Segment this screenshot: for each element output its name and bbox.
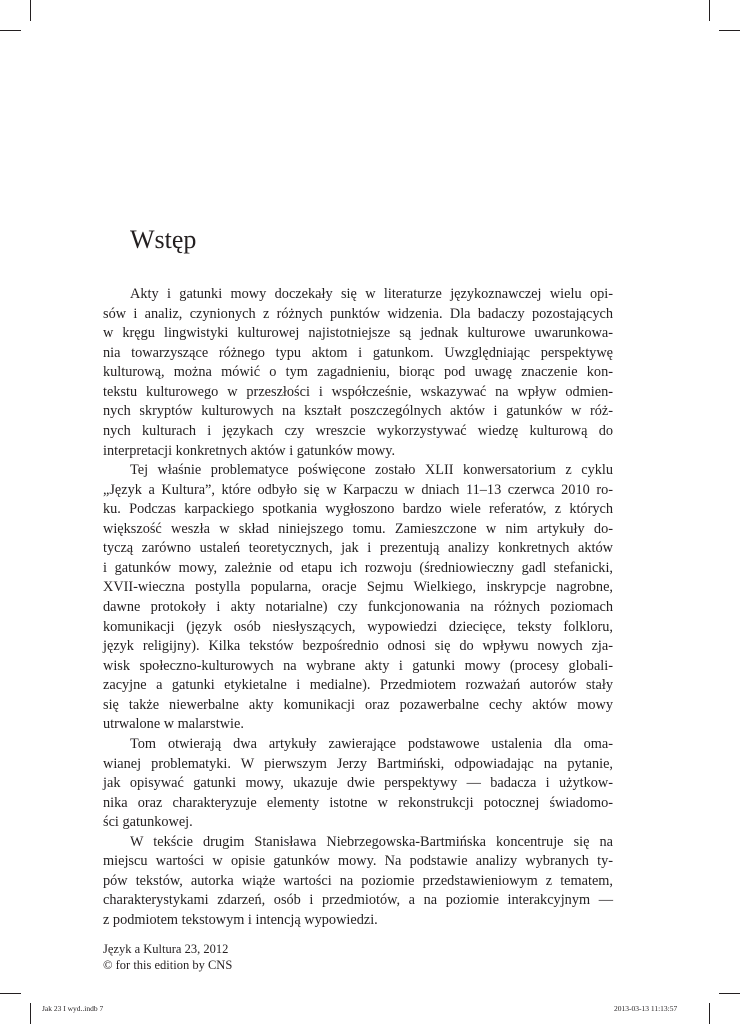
text-line: większość weszła w skład niniejszego tomu. Zamieszczone w nim artykuły do- xyxy=(103,520,613,537)
text-line: zacyjne a gatunki etykietalne i medialne). Przedmiotem rozważań autorów stały xyxy=(103,677,613,694)
crop-mark-bottom-right xyxy=(709,1003,710,1024)
text-line: tekstu kulturowego w przeszłości i współcześnie, wskazywać na wpływ odmien- xyxy=(103,383,613,400)
print-slug-file: Jak 23 I wyd..indb 7 xyxy=(42,1004,104,1013)
crop-mark-bottom-left-h xyxy=(0,993,21,994)
text-line: tyczą zarówno ustaleń teoretycznych, jak i prezentują analizy konkretnych aktów xyxy=(103,540,613,557)
text-line: z podmiotem tekstowym i intencją wypowiedzi. xyxy=(103,912,378,928)
text-line: dawne protokoły i akty notarialne) czy funkcjonowania na różnych poziomach xyxy=(103,599,613,615)
crop-mark-top-right-h xyxy=(719,30,740,31)
text-line: się także niewerbalne akty komunikacji oraz pozawerbalne cechy aktów mowy xyxy=(103,696,613,713)
text-line: wisk społeczno-kulturowych na wybrane akty i gatunki mowy (procesy globali- xyxy=(103,657,613,674)
text-line: nia towarzyszące różnego typu aktom i gatunkom. Uwzględniając perspektywę xyxy=(103,344,613,361)
text-line: W tekście drugim Stanisława Niebrzegowska-Bartmińska koncentruje się na xyxy=(130,833,613,850)
copyright-footer xyxy=(103,941,232,973)
crop-mark-bottom-right-h xyxy=(719,993,740,994)
text-line: kulturową, można mówić o tym zagadnieniu, biorąc pod uwagę znaczenie kon- xyxy=(103,364,613,381)
page-heading: Wstęp xyxy=(130,225,197,254)
crop-mark-top-right xyxy=(709,0,710,21)
text-line: Tom otwierają dwa artykuły zawierające podstawowe ustalenia dla oma- xyxy=(130,735,613,752)
text-line: nika oraz charakteryzuje elementy istotne w rekonstrukcji potocznej świadomo- xyxy=(103,794,613,811)
text-line: ści gatunkowej. xyxy=(103,814,193,831)
journal-citation: Język a Kultura 23, 2012 xyxy=(103,942,229,956)
text-line: nych skryptów kulturowych na kształt poszczególnych aktów i gatunków w róż- xyxy=(103,403,613,420)
text-line: utrwalone w malarstwie. xyxy=(103,716,244,733)
text-line: interpretacji konkretnych aktów i gatunków mowy. xyxy=(103,442,396,459)
body-text xyxy=(103,285,613,931)
text-line: w kręgu lingwistyki kulturowej najistotniejsze są jednak kulturowe uwarunkowa- xyxy=(103,325,613,342)
text-line: charakterystykami zdarzeń, osób i przedmiotów, a na poziomie interakcyjnym — xyxy=(103,892,613,909)
crop-mark-top-left-h xyxy=(0,30,21,31)
text-line: Tej właśnie problematyce poświęcone zostało XLII konwersatorium z cyklu xyxy=(130,462,613,479)
crop-mark-bottom-left xyxy=(30,1003,31,1024)
text-line: nych kulturach i językach czy wreszcie wykorzystywać wiedzę kulturową do xyxy=(103,422,613,439)
text-line: ku. Podczas karpackiego spotkania wygłoszono bardzo wiele referatów, z których xyxy=(103,501,613,518)
text-line: XVII-wieczna postylla popularna, oracje Sejmu Wielkiego, inskrypcje nagrobne, xyxy=(103,579,613,596)
text-line: „Język a Kultura”, które odbyło się w Karpaczu w dniach 11–13 czerwca 2010 ro- xyxy=(103,481,613,498)
print-slug-timestamp: 2013-03-13 11:13:57 xyxy=(614,1004,678,1013)
text-line: język religijny). Kilka tekstów bezpośrednio odnosi się do wpływu nowych zja- xyxy=(103,638,613,655)
text-line: i gatunków mowy, zależnie od etapu ich rozwoju (średniowieczny gadl stefanicki, xyxy=(103,559,613,576)
text-line: komunikacji (język osób niesłyszących, wypowiedzi dziecięce, teksty folkloru, xyxy=(103,618,613,635)
text-line: jak opisywać gatunki mowy, ukazuje dwie perspektywy — badacza i użytkow- xyxy=(103,775,613,792)
text-line: Akty i gatunki mowy doczekały się w literaturze językoznawczej wielu opi- xyxy=(130,286,613,302)
text-line: pów tekstów, autorka wiąże wartości na poziomie przedstawieniowym z tematem, xyxy=(103,872,613,889)
crop-mark-top-left xyxy=(30,0,31,21)
copyright-notice: © for this edition by CNS xyxy=(103,958,233,972)
text-line: sów i analiz, czynionych z różnych punktów widzenia. Dla badaczy pozostających xyxy=(103,305,613,322)
text-line: wianej problematyki. W pierwszym Jerzy Bartmiński, odpowiadając na pytanie, xyxy=(103,755,613,772)
text-line: miejscu wartości w opisie gatunków mowy. Na podstawie analizy wybranych ty- xyxy=(103,853,613,870)
